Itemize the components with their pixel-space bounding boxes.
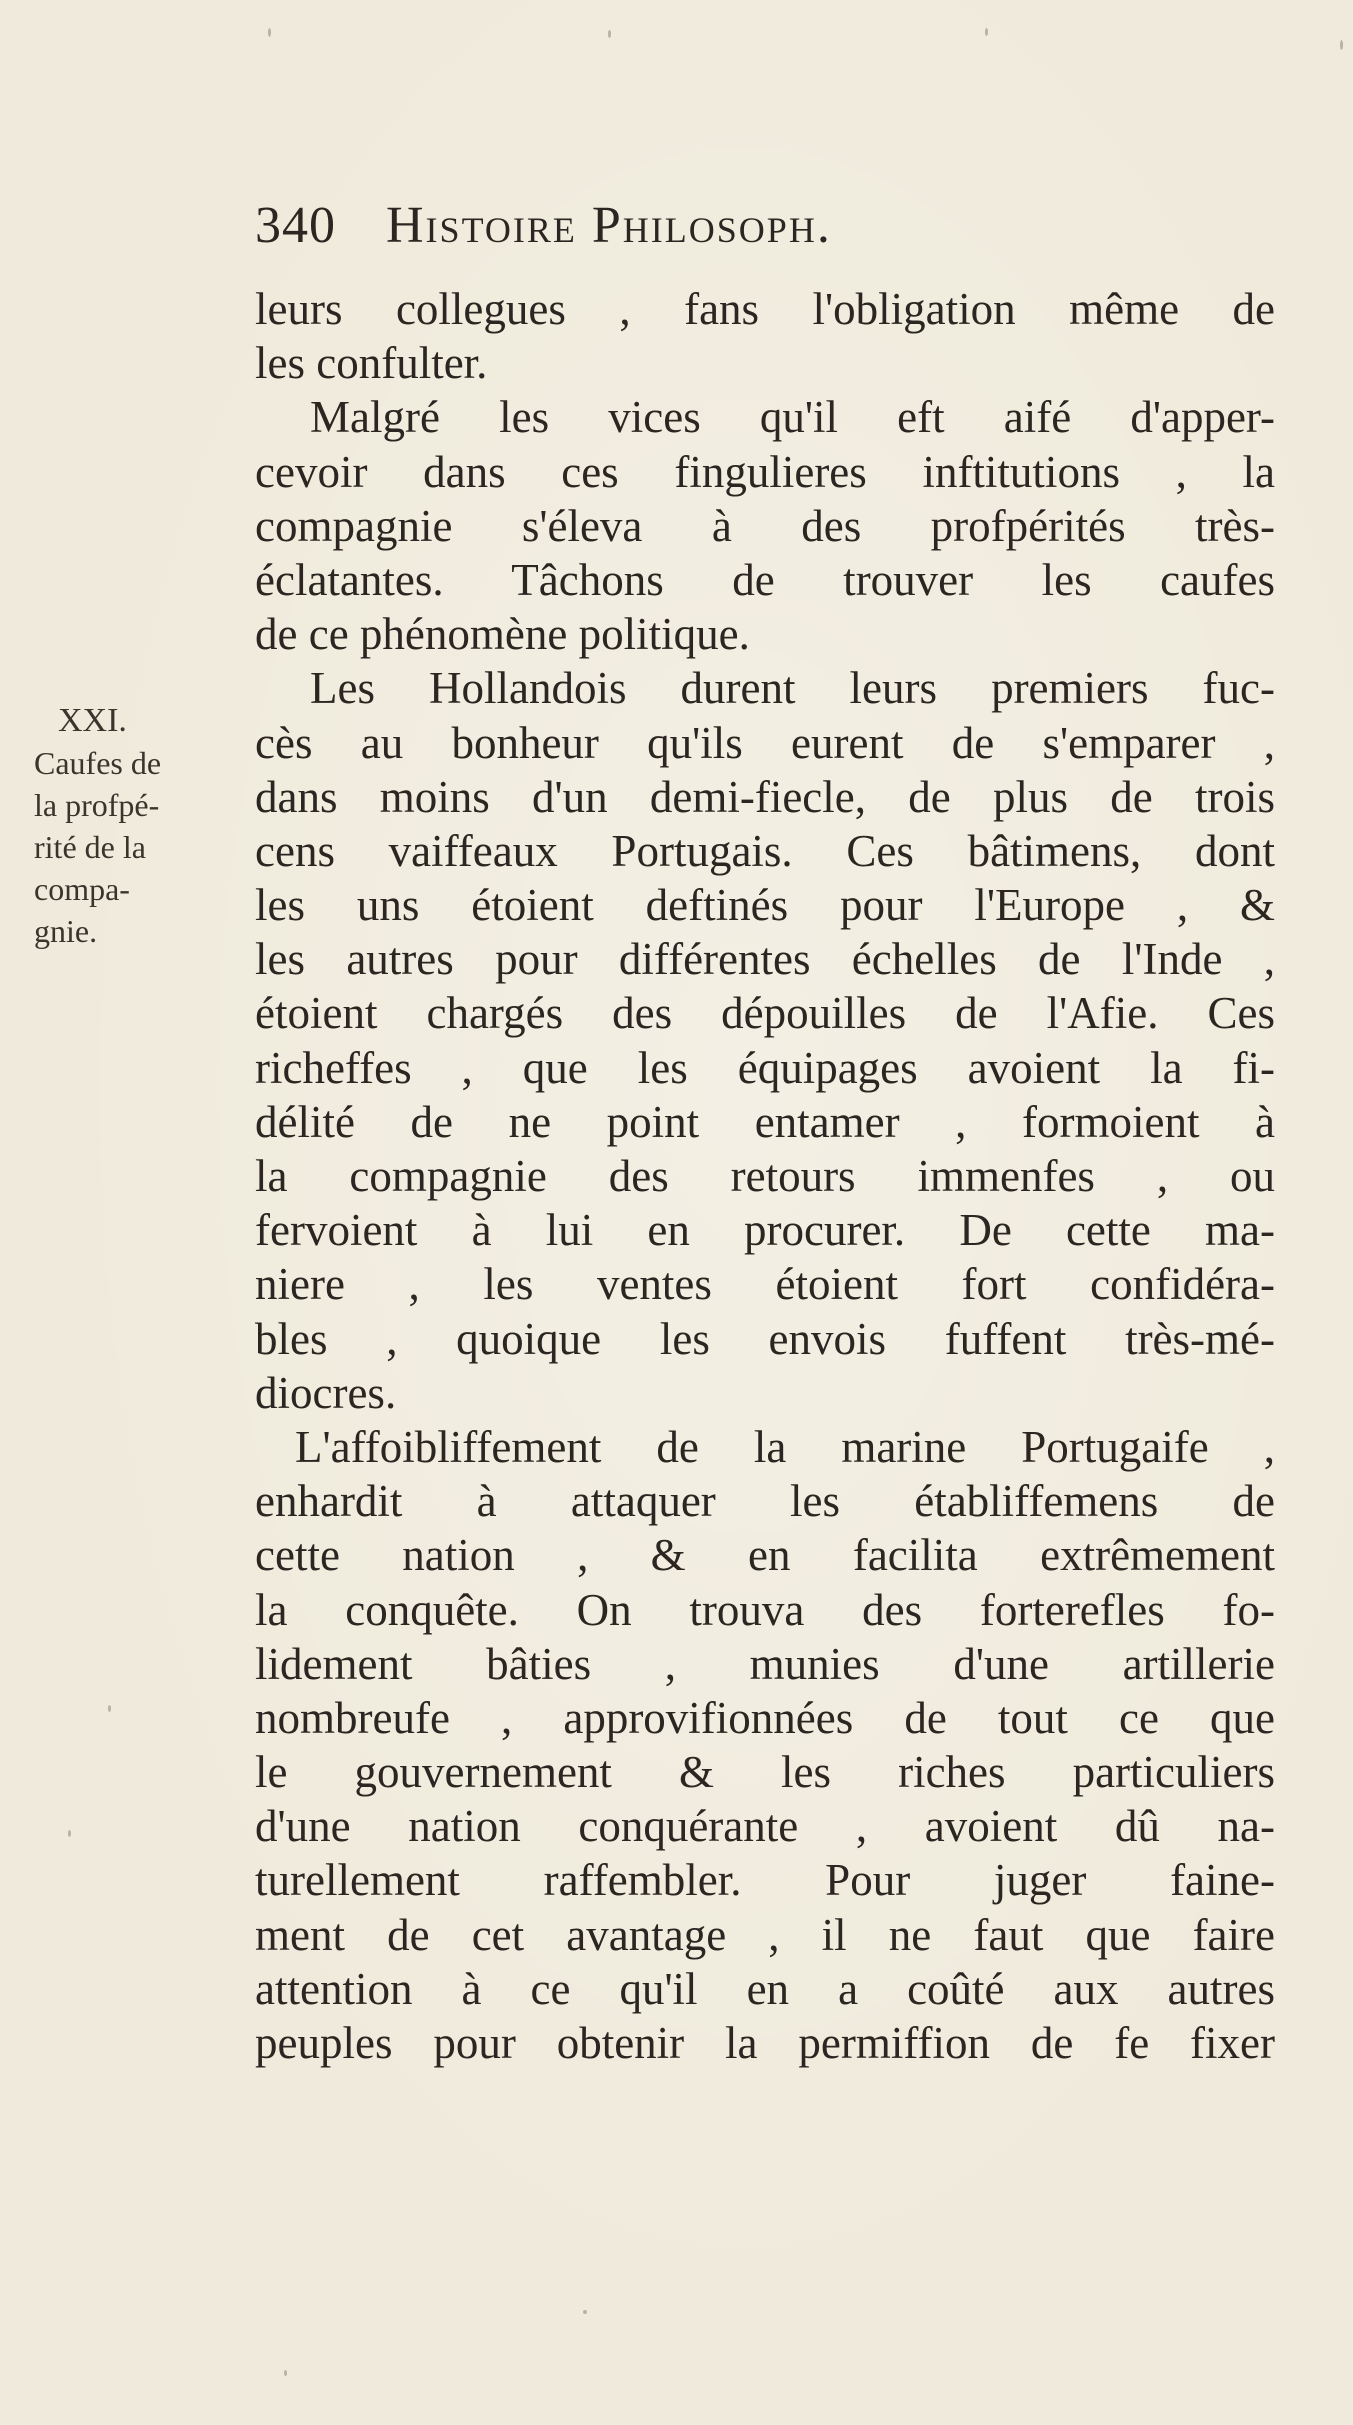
text-line: niere , les ventes étoient fort confidéra- (255, 1259, 1275, 1310)
text-line: de ce phénomène politique. (255, 609, 750, 660)
text-line: turellement raffembler. Pour juger faine- (255, 1855, 1275, 1906)
margin-note-line: la profpé- (34, 787, 160, 823)
text-line: nombreufe , approvifionnées de tout ce que (255, 1692, 1275, 1743)
text-line: d'une nation conquérante , avoient dû na- (255, 1801, 1275, 1852)
text-line: Malgré les vices qu'il eft aifé d'apper- (310, 392, 1275, 443)
paper-speck (68, 1830, 71, 1837)
text-line: éclatantes. Tâchons de trouver les caufes (255, 554, 1275, 605)
text-line: enhardit à attaquer les établiffemens de (255, 1476, 1275, 1527)
text-line: bles , quoique les envois fuffent très-mé- (255, 1313, 1275, 1364)
text-line: délité de ne point entamer , formoient à (255, 1096, 1275, 1147)
text-line: la compagnie des retours immenfes , ou (255, 1151, 1275, 1201)
marginal-note (34, 700, 234, 952)
text-line: peuples pour obtenir la permiffion de fe fixer (255, 2018, 1275, 2068)
text-line: dans moins d'un demi-fiecle, de plus de trois (255, 771, 1275, 822)
text-line: cès au bonheur qu'ils eurent de s'emparer , (255, 717, 1275, 768)
text-line: la conquête. On trouva des forterefles fo- (255, 1584, 1275, 1635)
body-text (255, 282, 1275, 2070)
text-line: L'affoibliffement de la marine Portugaife , (295, 1421, 1275, 1472)
margin-note-line: Caufes de (34, 745, 162, 781)
paper-speck (284, 2370, 287, 2376)
paper-speck (1340, 40, 1343, 50)
paper-speck (268, 28, 271, 37)
text-line: richeffes , que les équipages avoient la fi- (255, 1042, 1275, 1093)
text-line: cevoir dans ces fingulieres inftitutions , la (255, 446, 1275, 497)
text-line: les uns étoient deftinés pour l'Europe , & (255, 880, 1275, 931)
text-line: diocres. (255, 1367, 397, 1418)
text-line: les confulter. (255, 338, 488, 389)
margin-note-line: rité de la (34, 829, 146, 865)
page-number: 340 (255, 197, 336, 254)
text-line: compagnie s'éleva à des profpérités très- (255, 500, 1275, 551)
paper-speck (108, 1705, 111, 1712)
text-line: le gouvernement & les riches particuliers (255, 1747, 1275, 1798)
text-line: étoient chargés des dépouilles de l'Afie. Ces (255, 988, 1275, 1039)
paper-speck (985, 28, 988, 36)
text-line: attention à ce qu'il en a coûté aux autres (255, 1963, 1275, 2014)
text-line: cens vaiffeaux Portugais. Ces bâtimens, dont (255, 825, 1275, 876)
text-line: Les Hollandois durent leurs premiers fuc- (310, 663, 1275, 714)
text-line: ment de cet avantage , il ne faut que faire (255, 1909, 1275, 1960)
running-head (255, 196, 1275, 276)
text-line: fervoient à lui en procurer. De cette ma- (255, 1205, 1275, 1256)
paper-speck (608, 30, 611, 38)
margin-note-line: gnie. (34, 913, 98, 949)
margin-note-line: compa- (34, 871, 130, 907)
text-line: leurs collegues , fans l'obligation même de (255, 284, 1275, 334)
text-line: les autres pour différentes échelles de l'Inde , (255, 934, 1275, 985)
running-title: Histoire Philosoph. (386, 197, 832, 254)
section-number: XXI. (58, 702, 127, 739)
text-line: lidement bâties , munies d'une artillerie (255, 1638, 1275, 1689)
paper-speck (583, 2310, 587, 2314)
text-line: cette nation , & en facilita extrêmement (255, 1530, 1275, 1581)
